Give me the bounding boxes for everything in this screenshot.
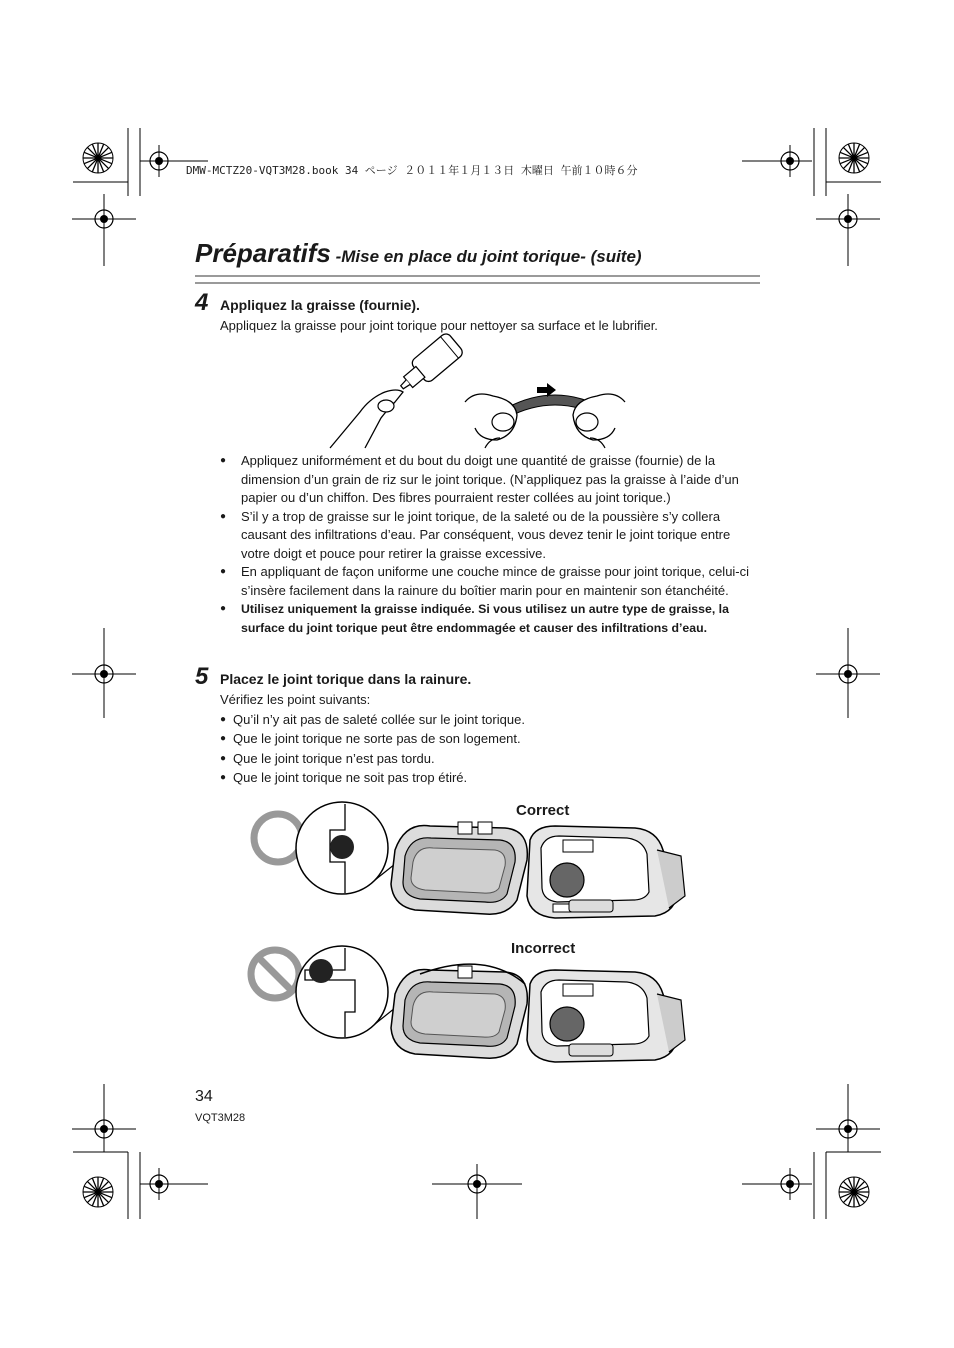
title-rule: [195, 275, 760, 284]
document-code: VQT3M28: [195, 1112, 246, 1124]
list-item: ● Qu’il n’y ait pas de saleté collée sur le joint torique.: [220, 710, 525, 729]
step-4-number: 4: [195, 289, 209, 316]
print-header: DMW-MCTZ20-VQT3M28.book 34 ページ ２０１１年１月１３日 木曜日 午前１０時６分: [186, 164, 638, 177]
prohibited-icon: [251, 950, 299, 998]
step-4-bullets: [220, 452, 760, 637]
list-item: ● Que le joint torique ne soit pas trop étiré.: [220, 768, 525, 787]
list-item: ● Que le joint torique n’est pas tordu.: [220, 749, 525, 768]
incorrect-label: Incorrect: [511, 940, 576, 957]
step-5-intro: Vérifiez les point suivants:: [220, 692, 371, 707]
title-main: Préparatifs: [195, 238, 331, 268]
list-item: ● S’il y a trop de graisse sur le joint torique, de la saleté ou de la poussière s’y collera causant des infiltrations d’eau. Par conséquent, vous devez tenir le joint torique entre votre doigt et pouce pour retirer la graisse excessive.: [220, 508, 760, 564]
step-5-number: 5: [195, 663, 209, 690]
step-5-checklist: [220, 710, 525, 787]
correct-label: Correct: [516, 802, 570, 819]
list-item: ● En appliquant de façon uniforme une couche mince de graisse pour joint torique, celui-ci s’insère facilement dans la rainure du boîtier marin pour en maintenir son étanchéité.: [220, 563, 760, 600]
incorrect-figure: [245, 940, 695, 1070]
list-item: ● Que le joint torique ne sorte pas de son logement.: [220, 729, 525, 748]
step-5-title: Placez le joint torique dans la rainure.: [220, 671, 472, 687]
ok-circle-icon: [254, 814, 302, 862]
correct-figure: [245, 800, 695, 930]
page-title: [195, 238, 642, 269]
page-number: 34: [195, 1088, 213, 1105]
warning-item: ● Utilisez uniquement la graisse indiquée. Si vous utilisez un autre type de graisse, la surface du joint torique peut être endommagée et causer des infiltrations d’eau.: [220, 600, 760, 637]
grease-illustration: [325, 340, 645, 450]
title-subtitle: -Mise en place du joint torique- (suite): [330, 247, 642, 266]
step-4-title: Appliquez la graisse (fournie).: [220, 297, 420, 313]
list-item: ● Appliquez uniformément et du bout du doigt une quantité de graisse (fournie) de la dimension d’un grain de riz sur le joint torique. (N’appliquez pas la graisse à l’aide d’un papier ou d’un chiffon. Des fibres pourraient rester collées au joint torique.): [220, 452, 760, 508]
step-4-description: Appliquez la graisse pour joint torique pour nettoyer sa surface et le lubrifier.: [220, 318, 658, 333]
